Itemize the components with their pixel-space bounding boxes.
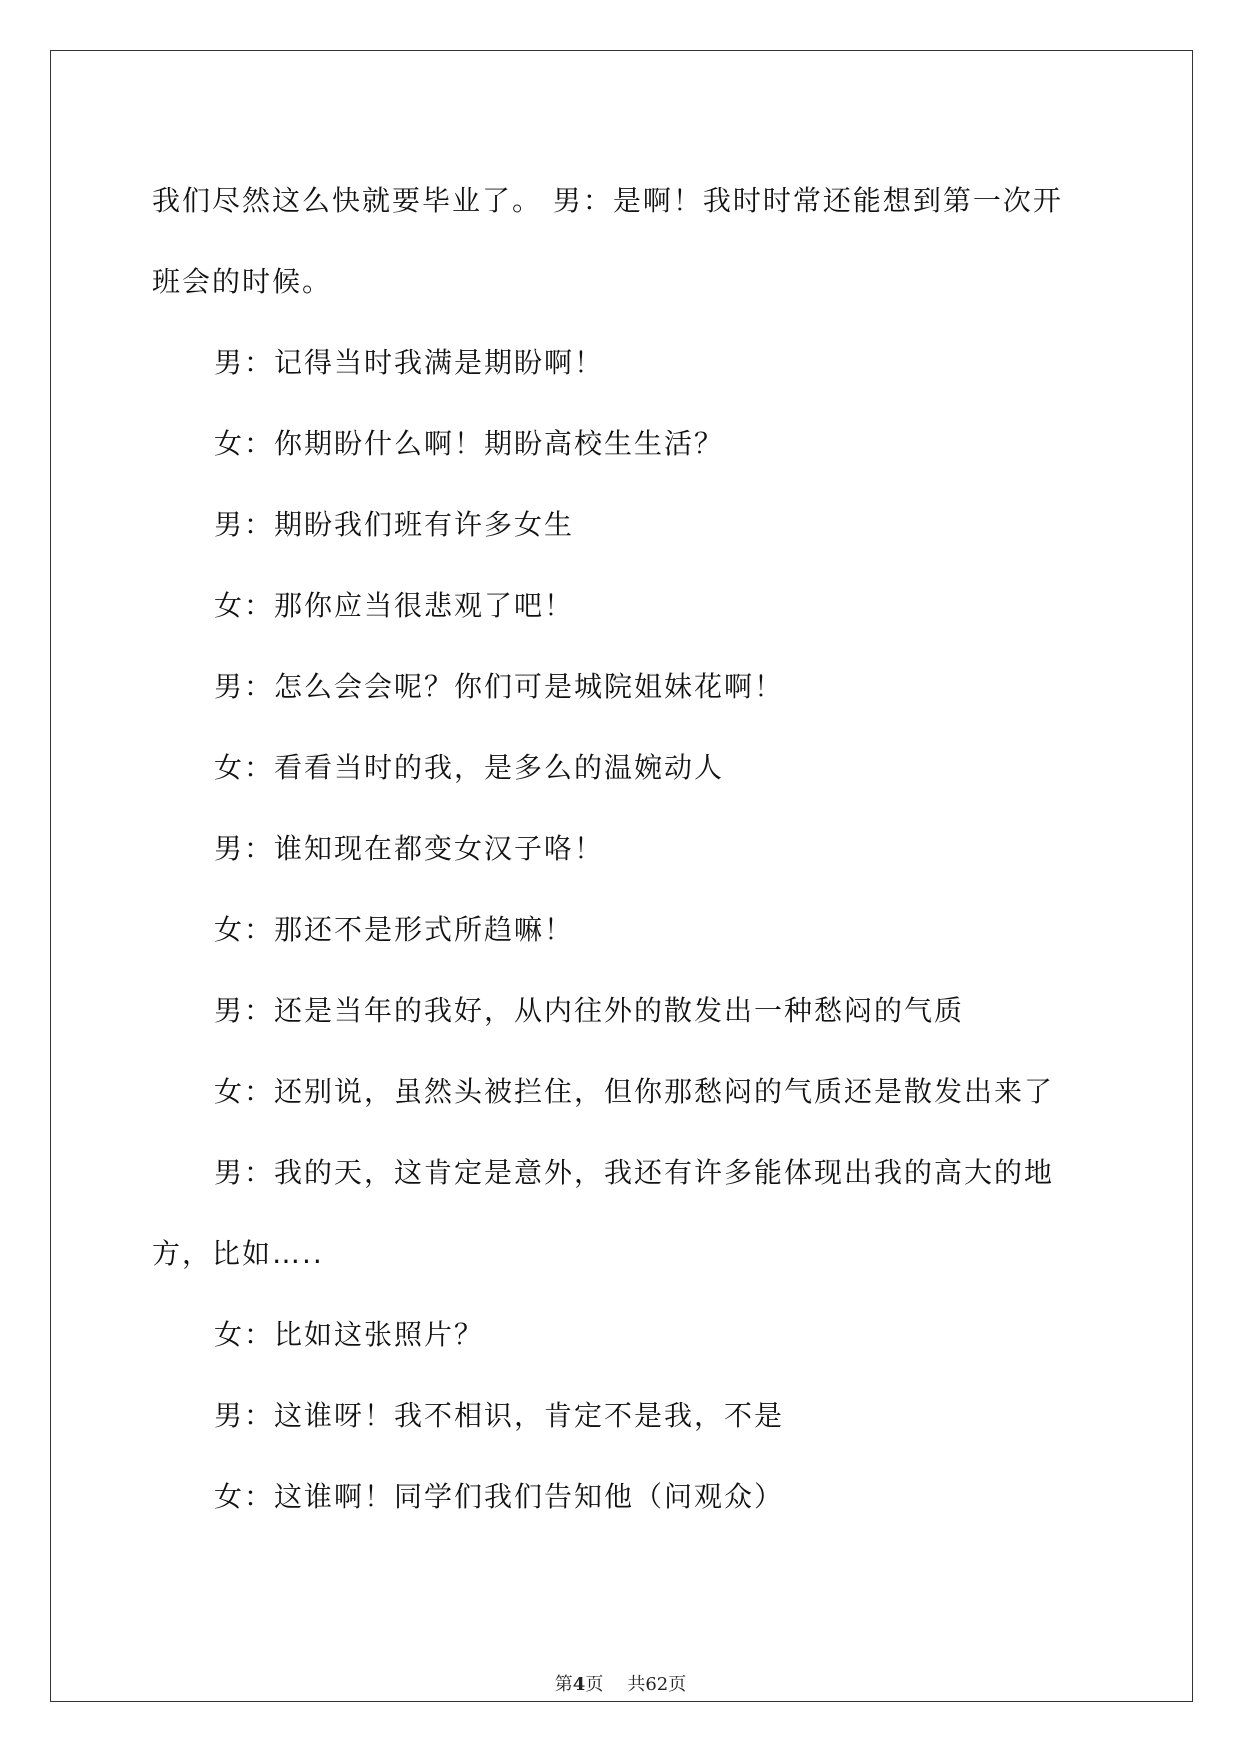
text-line: 男：我的天，这肯定是意外，我还有许多能体现出我的高大的地 (214, 1156, 1055, 1189)
text-line: 我们尽然这么快就要毕业了。 男：是啊！我时时常还能想到第一次开 (152, 184, 1063, 217)
page-suffix: 页 (585, 1674, 604, 1695)
text-line: 男：期盼我们班有许多女生 (214, 508, 575, 541)
page-number: 4 (572, 1674, 586, 1695)
text-line: 女：还别说，虽然头被拦住，但你那愁闷的气质还是散发出来了 (214, 1075, 1055, 1108)
text-line: 女：看看当时的我，是多么的温婉动人 (214, 751, 725, 784)
total-suffix: 页 (668, 1674, 687, 1695)
page-prefix: 第 (554, 1674, 573, 1695)
text-line: 男：谁知现在都变女汉子咯！ (214, 832, 605, 865)
text-line: 女：你期盼什么啊！期盼高校生生活？ (214, 427, 725, 460)
text-line: 班会的时候。 (152, 265, 333, 298)
text-line: 女：这谁啊！同学们我们告知他（问观众） (214, 1480, 785, 1513)
text-line: 男：记得当时我满是期盼啊！ (214, 346, 605, 379)
text-line: 男：这谁呀！我不相识，肯定不是我，不是 (214, 1399, 785, 1432)
document-body (152, 160, 1092, 1537)
text-line: 女：比如这张照片？ (214, 1318, 485, 1351)
total-pages: 62 (645, 1674, 669, 1695)
total-prefix: 共 (627, 1674, 646, 1695)
text-line: 男：怎么会会呢？你们可是城院姐妹花啊！ (214, 670, 785, 703)
text-line: 女：那还不是形式所趋嘛！ (214, 913, 575, 946)
text-line: 女：那你应当很悲观了吧！ (214, 589, 575, 622)
page-footer (0, 1670, 1241, 1696)
text-line: 方，比如….. (152, 1237, 324, 1270)
text-line: 男：还是当年的我好，从内往外的散发出一种愁闷的气质 (214, 994, 965, 1027)
